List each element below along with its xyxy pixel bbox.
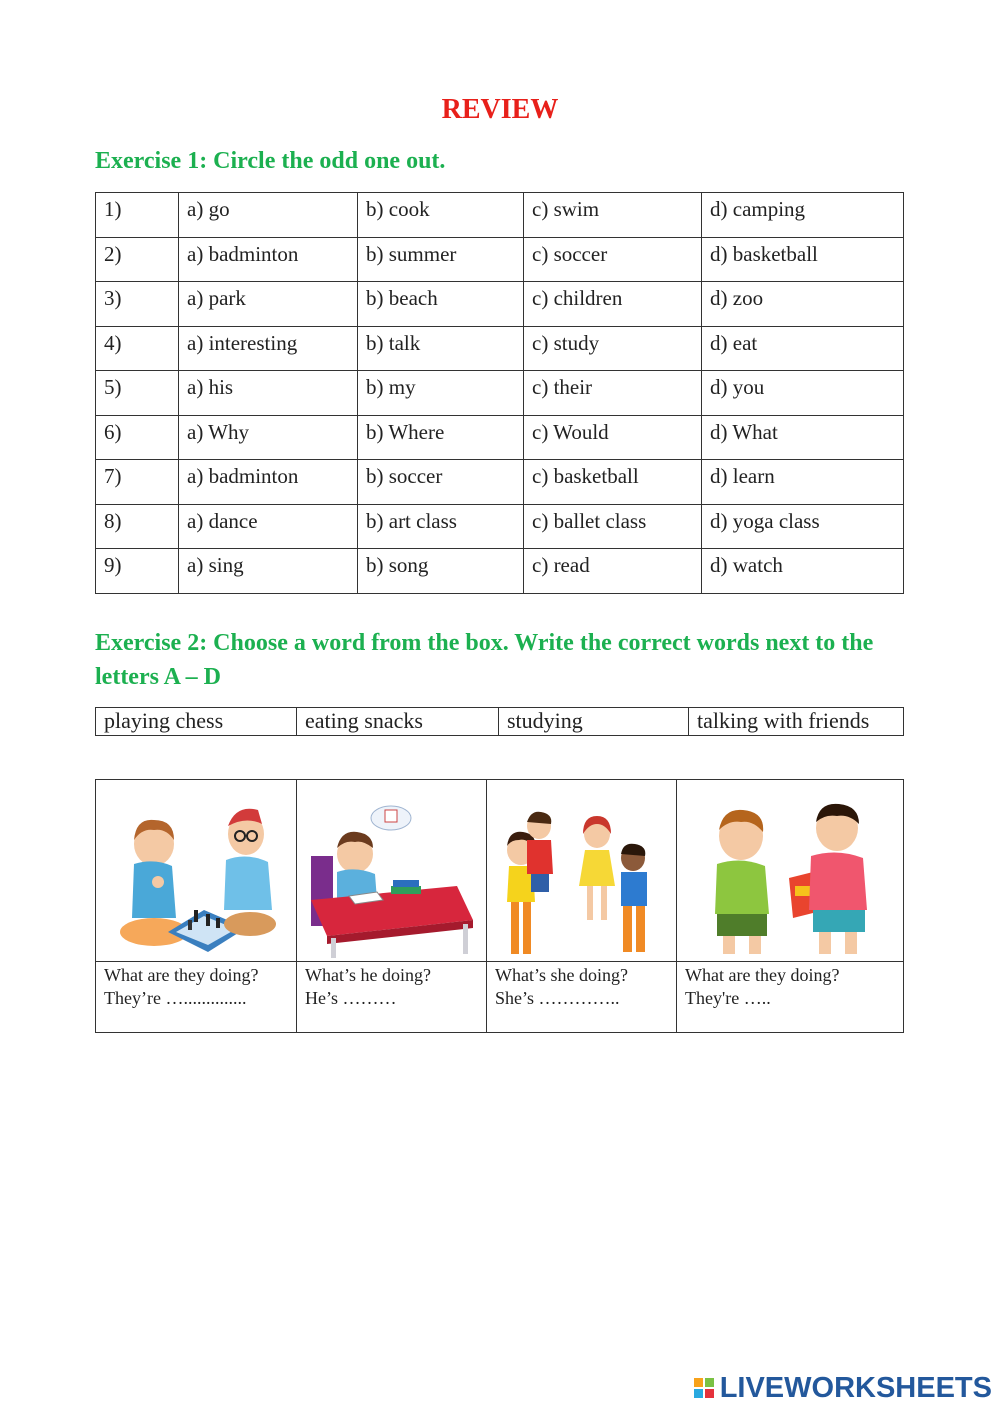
answer-option[interactable]: b) talk	[358, 326, 524, 371]
picture-cell	[96, 780, 297, 962]
word-box-item: playing chess	[96, 708, 297, 736]
answer-option[interactable]: a) sing	[179, 549, 358, 594]
logo-square	[705, 1389, 714, 1398]
exercise-2-heading: Exercise 2: Choose a word from the box. Write the correct words next to the letters A – D	[95, 630, 874, 690]
word-box-item: studying	[499, 708, 689, 736]
answer-option[interactable]: d) camping	[702, 193, 904, 238]
kids-playing-chess-illustration	[96, 782, 296, 960]
question-number: 7)	[96, 460, 179, 505]
answer-option[interactable]: a) Why	[179, 415, 358, 460]
answer-option[interactable]: d) What	[702, 415, 904, 460]
picture-answer-prompt[interactable]: They're …..	[685, 988, 771, 1008]
answer-option[interactable]: d) yoga class	[702, 504, 904, 549]
caption-cell	[297, 962, 487, 1033]
question-number: 2)	[96, 237, 179, 282]
answer-option[interactable]: d) you	[702, 371, 904, 416]
liveworksheets-logo	[694, 1373, 992, 1403]
answer-option[interactable]: c) read	[524, 549, 702, 594]
table-row	[96, 460, 904, 505]
answer-option[interactable]: b) song	[358, 549, 524, 594]
picture-question: What are they doing?	[104, 965, 259, 985]
caption-cell	[487, 962, 677, 1033]
exercise-1-heading: Exercise 1: Circle the odd one out.	[95, 148, 446, 174]
answer-option[interactable]: c) Would	[524, 415, 702, 460]
answer-option[interactable]: b) cook	[358, 193, 524, 238]
answer-option[interactable]: a) dance	[179, 504, 358, 549]
answer-option[interactable]: d) watch	[702, 549, 904, 594]
answer-option[interactable]: a) park	[179, 282, 358, 327]
answer-option[interactable]: b) beach	[358, 282, 524, 327]
question-number: 8)	[96, 504, 179, 549]
picture-cell	[487, 780, 677, 962]
answer-option[interactable]: a) interesting	[179, 326, 358, 371]
answer-option[interactable]: c) children	[524, 282, 702, 327]
odd-one-out-table	[95, 192, 904, 594]
answer-option[interactable]: c) study	[524, 326, 702, 371]
answer-option[interactable]: c) basketball	[524, 460, 702, 505]
brand-name: LIVEWORKSHEETS	[719, 1371, 992, 1404]
answer-option[interactable]: b) art class	[358, 504, 524, 549]
liveworksheets-logo-icon	[694, 1378, 714, 1398]
answer-option[interactable]: c) swim	[524, 193, 702, 238]
picture-cell	[297, 780, 487, 962]
question-number: 4)	[96, 326, 179, 371]
table-row	[96, 326, 904, 371]
answer-option[interactable]: a) go	[179, 193, 358, 238]
kids-talking-with-friends-illustration	[487, 782, 675, 960]
table-row	[96, 415, 904, 460]
answer-option[interactable]: a) badminton	[179, 237, 358, 282]
answer-option[interactable]: d) zoo	[702, 282, 904, 327]
logo-square	[694, 1378, 703, 1387]
picture-cell	[677, 780, 904, 962]
picture-answer-prompt[interactable]: He’s ………	[305, 988, 397, 1008]
question-number: 9)	[96, 549, 179, 594]
caption-cell	[677, 962, 904, 1033]
picture-question: What’s he doing?	[305, 965, 431, 985]
answer-option[interactable]: b) summer	[358, 237, 524, 282]
logo-square	[705, 1378, 714, 1387]
answer-option[interactable]: b) soccer	[358, 460, 524, 505]
picture-answer-prompt[interactable]: They’re …..............	[104, 988, 247, 1008]
answer-option[interactable]: b) my	[358, 371, 524, 416]
table-row	[96, 282, 904, 327]
question-number: 1)	[96, 193, 179, 238]
caption-cell	[96, 962, 297, 1033]
boy-studying-at-desk-illustration	[297, 782, 485, 960]
question-number: 5)	[96, 371, 179, 416]
boys-eating-snacks-illustration	[677, 782, 902, 960]
answer-option[interactable]: d) basketball	[702, 237, 904, 282]
answer-option[interactable]: c) soccer	[524, 237, 702, 282]
answer-option[interactable]: a) badminton	[179, 460, 358, 505]
word-box-item: eating snacks	[297, 708, 499, 736]
answer-option[interactable]: a) his	[179, 371, 358, 416]
question-number: 3)	[96, 282, 179, 327]
table-row	[96, 504, 904, 549]
answer-option[interactable]: d) learn	[702, 460, 904, 505]
picture-answer-prompt[interactable]: She’s …………..	[495, 988, 620, 1008]
answer-option[interactable]: b) Where	[358, 415, 524, 460]
logo-square	[694, 1389, 703, 1398]
page-title: REVIEW	[441, 94, 559, 125]
word-box-item: talking with friends	[689, 708, 904, 736]
answer-option[interactable]: c) their	[524, 371, 702, 416]
picture-table	[95, 779, 904, 1033]
table-row	[96, 193, 904, 238]
question-number: 6)	[96, 415, 179, 460]
table-row	[96, 237, 904, 282]
table-row	[96, 371, 904, 416]
table-row	[96, 549, 904, 594]
word-box	[95, 707, 904, 736]
answer-option[interactable]: c) ballet class	[524, 504, 702, 549]
picture-question: What are they doing?	[685, 965, 840, 985]
answer-option[interactable]: d) eat	[702, 326, 904, 371]
picture-question: What’s she doing?	[495, 965, 628, 985]
